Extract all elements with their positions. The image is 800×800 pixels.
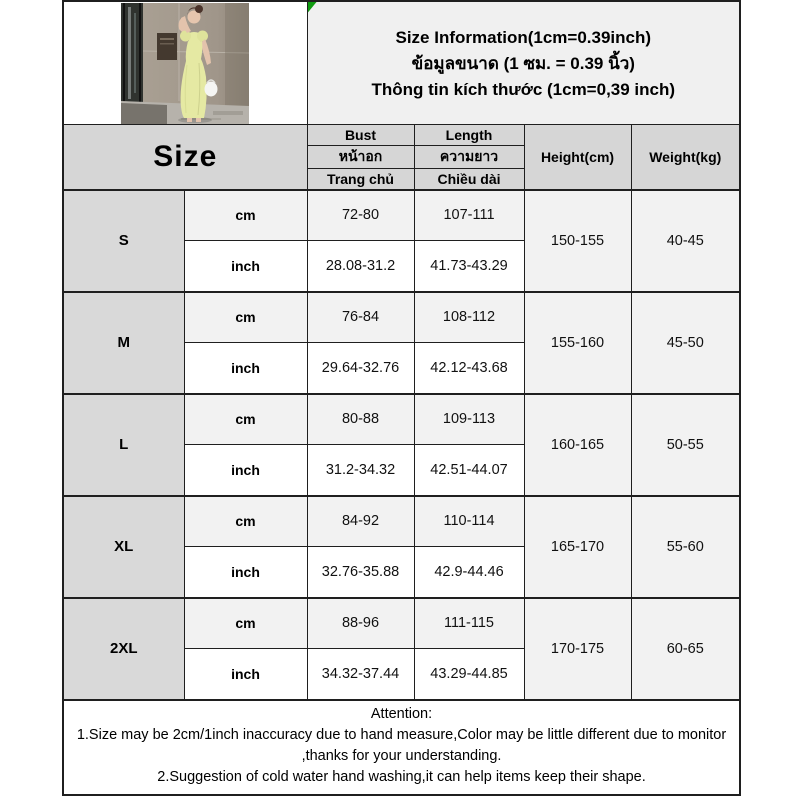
bust-cm-value: 72-80 <box>307 190 414 241</box>
product-photo-cell <box>63 1 307 125</box>
bust-header-th: หน้าอก <box>307 146 414 169</box>
unit-label-inch: inch <box>184 343 307 394</box>
length-header-en: Length <box>414 125 524 146</box>
unit-label-inch: inch <box>184 241 307 292</box>
size-info-title-th: ข้อมูลขนาด (1 ซม. = 0.39 นิ้ว) <box>411 54 635 73</box>
length-inch-value: 42.51-44.07 <box>414 445 524 496</box>
weight-value: 60-65 <box>631 598 740 700</box>
bust-inch-value: 28.08-31.2 <box>307 241 414 292</box>
bust-cm-value: 76-84 <box>307 292 414 343</box>
height-value: 155-160 <box>524 292 631 394</box>
product-photo <box>121 3 249 124</box>
size-chart-table <box>62 0 741 796</box>
weight-value: 45-50 <box>631 292 740 394</box>
length-header-th: ความยาว <box>414 146 524 169</box>
size-info-title-en: Size Information(1cm=0.39inch) <box>395 28 652 47</box>
bust-cm-value: 88-96 <box>307 598 414 649</box>
unit-label-cm: cm <box>184 190 307 241</box>
attention-line-1: 1.Size may be 2cm/1inch inaccuracy due to hand measure,Color may be little different due to monitor ,thanks for your understanding. <box>76 726 727 764</box>
size-row-label: L <box>63 394 184 496</box>
length-inch-value: 42.9-44.46 <box>414 547 524 598</box>
length-cm-value: 110-114 <box>414 496 524 547</box>
unit-label-cm: cm <box>184 496 307 547</box>
height-value: 165-170 <box>524 496 631 598</box>
green-corner-marker-icon <box>308 2 317 13</box>
size-row-label: S <box>63 190 184 292</box>
weight-column-header: Weight(kg) <box>631 125 740 190</box>
height-value: 170-175 <box>524 598 631 700</box>
height-value: 150-155 <box>524 190 631 292</box>
size-column-header: Size <box>63 125 307 190</box>
bust-inch-value: 29.64-32.76 <box>307 343 414 394</box>
weight-value: 55-60 <box>631 496 740 598</box>
bust-inch-value: 32.76-35.88 <box>307 547 414 598</box>
attention-note <box>63 700 740 795</box>
height-column-header: Height(cm) <box>524 125 631 190</box>
length-cm-value: 107-111 <box>414 190 524 241</box>
bust-inch-value: 34.32-37.44 <box>307 649 414 700</box>
length-header-vi: Chiều dài <box>414 169 524 190</box>
attention-title: Attention: <box>370 705 433 722</box>
height-value: 160-165 <box>524 394 631 496</box>
size-row-label: XL <box>63 496 184 598</box>
length-inch-value: 42.12-43.68 <box>414 343 524 394</box>
weight-value: 50-55 <box>631 394 740 496</box>
attention-line-2: 2.Suggestion of cold water hand washing,it can help items keep their shape. <box>157 768 646 785</box>
unit-label-inch: inch <box>184 649 307 700</box>
length-cm-value: 108-112 <box>414 292 524 343</box>
bust-cm-value: 84-92 <box>307 496 414 547</box>
unit-label-cm: cm <box>184 394 307 445</box>
unit-label-inch: inch <box>184 547 307 598</box>
unit-label-cm: cm <box>184 598 307 649</box>
size-row-label: 2XL <box>63 598 184 700</box>
unit-label-inch: inch <box>184 445 307 496</box>
bust-header-en: Bust <box>307 125 414 146</box>
bust-cm-value: 80-88 <box>307 394 414 445</box>
unit-label-cm: cm <box>184 292 307 343</box>
size-information-header <box>307 1 740 125</box>
length-cm-value: 111-115 <box>414 598 524 649</box>
length-cm-value: 109-113 <box>414 394 524 445</box>
length-inch-value: 41.73-43.29 <box>414 241 524 292</box>
size-info-title-vi: Thông tin kích thước (1cm=0,39 inch) <box>371 80 676 99</box>
weight-value: 40-45 <box>631 190 740 292</box>
bust-inch-value: 31.2-34.32 <box>307 445 414 496</box>
size-row-label: M <box>63 292 184 394</box>
bust-header-vi: Trang chủ <box>307 169 414 190</box>
length-inch-value: 43.29-44.85 <box>414 649 524 700</box>
